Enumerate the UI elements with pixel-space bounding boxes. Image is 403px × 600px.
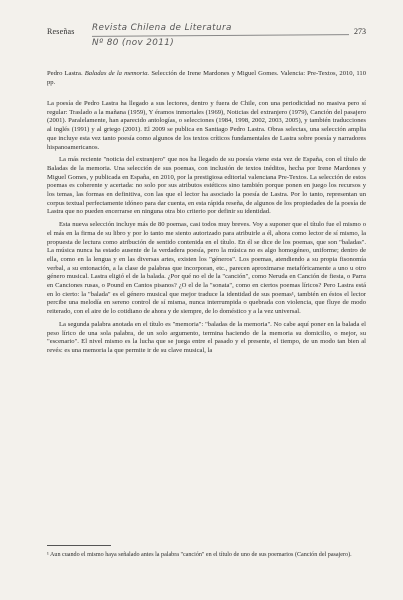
footnote: ¹ Aun cuando el mismo haya señalado antes la palabra "canción" en el título de uno de sus poemarios (Canción del pasajero). bbox=[47, 552, 352, 558]
reference-details: Selección de Irene Mardones y Miguel Gomes. Valencia: Pre-Textos, 2010, 110 pp. bbox=[47, 70, 366, 86]
paragraph: La más reciente "noticia del extranjero" que nos ha llegado de su poesía viene esta vez de España, con el título de Baladas de la memoria. Una selección de sus poemas, con inclusión de textos inéditos, hecha por Irene Mardones y Miguel Gomes, y publicada en España, en 2010, por la prestigiosa editorial valenciana Pre-Textos. La selección de estos poemas es coherente y acertada: no solo por sus atributos estéticos sino también porque ponen en juego los recursos y los temas, las formas en definitiva, con las que el lector ha asociado la poesía de Lastra. Por lo tanto, representan un corpus textual perfectamente idóneo para dar cuenta, en esta rápida reseña, de algunos de los propiedades de la poesía de Lastra que no pueden encerrarse en ninguna otra bio criterio por definir su identidad. bbox=[47, 156, 366, 216]
paragraph: La poesía de Pedro Lastra ha llegado a sus lectores, dentro y fuera de Chile, con una periodicidad no masiva pero sí regular: Traslado a la mañana (1959), Y éramos inmortales (1969), Noticias del extranjero (1979), Canción del pasajero (2001). Paralelamente, han aparecido antologías, o selecciones (1984, 1998, 2002, 2003, 2005), y también traducciones al inglés (1991) y al griego (2001). El 2009 se publica en Santiago Pedro Lastra. Obras selectas, una selección amplia que incluye esta vez tanto poesía como algunos de los textos críticos fundamentales de Lastra sobre poesía y narradores hispanoamericanos. bbox=[47, 100, 366, 151]
handwritten-underline bbox=[92, 34, 349, 37]
reference-title: Baladas de la memoria. bbox=[84, 70, 150, 77]
footnote-divider bbox=[47, 545, 111, 546]
page-number: 273 bbox=[354, 27, 366, 36]
handwritten-annotation-issue: Nº 80 (nov 2011) bbox=[92, 38, 175, 48]
review-body bbox=[47, 100, 366, 360]
book-reference bbox=[47, 70, 366, 87]
handwritten-annotation-journal: Revista Chilena de Literatura bbox=[92, 23, 232, 33]
reference-author: Pedro Lastra. bbox=[47, 70, 83, 77]
running-header-section: Reseñas bbox=[47, 27, 75, 36]
paragraph: Esta nueva selección incluye más de 80 poemas, casi todos muy breves. Voy a suponer que el título fue el mismo o el más en la firma de su libro y por lo tanto me siento autorizado para atribuirle a él, ahora como lector de sí mismo, la propuesta de lectura como atribución de sentido contenida en el título. En él se dice de los poemas, que son "baladas". La música nunca ha estado ausente de la verdadera poesía, pero la música no es algo homogéneo, uniforme; dentro de ella, como en la lengua y en las diversas artes, existen los "géneros". Los poemas, atendiendo a su propia fisonomía verbal, a su entonación, a la clase de palabras que incorporan, etc., parecen aproximarse metafóricamente a uno u otro género musical. Lastra eligió el de la balada. ¿Por qué no el de la "canción", como Neruda en Canción de fiesta, o Parra en Canciones rusas, o Pound en Cantos pisanos? ¿O el de la "sonata", como en ciertos poemas líricos? Pero Lastra está en lo cierto: la "balada" es el género musical que mejor traduce la identidad de sus poemas¹, también en éstos el lector percibe una melodía en sereno control de sí misma, nunca interrumpida o quebrada con violencia, que fluye de modo reiterado, con el aire de lo cotidiano de ahora y de siempre, de lo doméstico y a la vez universal. bbox=[47, 221, 366, 316]
paragraph: La segunda palabra anotada en el título es "memoria": "baladas de la memoria". No cabe aquí poner en la balada el peso lírico de una sola palabra, de un solo argumento, termina haciendo de la memoria su domicilio, o mejor, su "escenario". El nivel mismo es la lucha que se juega entre el pasado y el presente, el tiempo, de un modo tan bien al revés: es una memoria la que permite ir de su clave musical, la bbox=[47, 320, 366, 354]
